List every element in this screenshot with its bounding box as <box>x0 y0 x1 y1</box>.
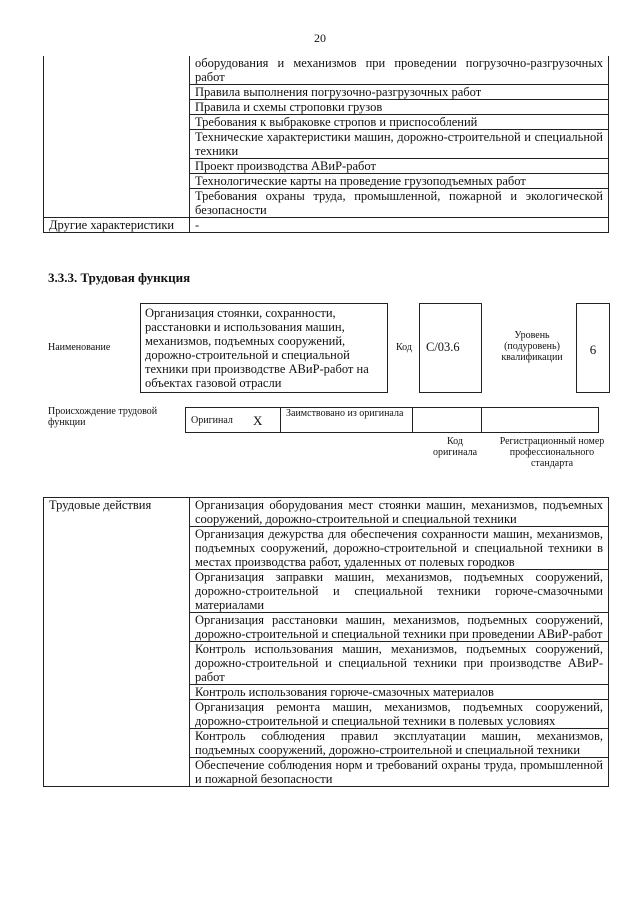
code-label: Код <box>396 342 412 353</box>
action-item: Обеспечение соблюдения норм и требований охраны труда, промышленной и пожарной безопасности <box>190 758 609 787</box>
knowledge-table <box>43 56 609 233</box>
page-number: 20 <box>314 31 326 45</box>
function-code-box: С/03.6 <box>419 303 482 393</box>
actions-table <box>43 497 609 787</box>
section-title: 3.3.3. Трудовая функция <box>48 270 191 285</box>
knowledge-item: Требования охраны труда, промышленной, пожарной и экологической безопасности <box>190 189 609 218</box>
level-label: Уровень (подуровень) квалификации <box>501 330 563 363</box>
reg-number-cell <box>482 408 599 433</box>
code-original-cell <box>413 408 482 433</box>
actions-label: Трудовые действия <box>44 498 190 787</box>
origin-label: Происхождение трудовой функции <box>48 406 158 428</box>
level-box: 6 <box>576 303 610 393</box>
other-characteristics-value: - <box>190 218 609 233</box>
knowledge-item: Правила и схемы строповки грузов <box>190 100 609 115</box>
name-label: Наименование <box>48 342 111 353</box>
action-item: Организация заправки машин, механизмов, подъемных сооружений, дорожно-строительной и специальной техники горюче-смазочными материалами <box>190 570 609 613</box>
knowledge-item: Технологические карты на проведение грузоподъемных работ <box>190 174 609 189</box>
borrowed-label: Заимствовано из оригинала <box>281 408 413 433</box>
action-item: Контроль соблюдения правил эксплуатации машин, механизмов, подъемных сооружений, дорожно-строительной и специальной техники <box>190 729 609 758</box>
knowledge-item: Проект производства АВиР-работ <box>190 159 609 174</box>
knowledge-item: Технические характеристики машин, дорожно-строительной и специальной техники <box>190 130 609 159</box>
code-original-label: Код оригинала <box>432 436 478 458</box>
original-label: Оригинал <box>186 408 249 433</box>
label-cell-empty <box>44 56 190 218</box>
action-item: Организация ремонта машин, механизмов, подъемных сооружений, дорожно-строительной и специальной техники в полевых условиях <box>190 700 609 729</box>
other-characteristics-label: Другие характеристики <box>44 218 190 233</box>
action-item: Контроль использования горюче-смазочных материалов <box>190 685 609 700</box>
original-mark: X <box>248 408 281 433</box>
knowledge-item: Требования к выбраковке стропов и приспособлений <box>190 115 609 130</box>
action-item: Организация дежурства для обеспечения сохранности машин, механизмов, подъемных сооружений, дорожно-строительной и специальной техники в местах производства работ, удаленных от полевых городков <box>190 527 609 570</box>
knowledge-item: Правила выполнения погрузочно-разгрузочных работ <box>190 85 609 100</box>
action-item: Контроль использования машин, механизмов, подъемных сооружений, дорожно-строительной и специальной техники при производстве АВиР-работ <box>190 642 609 685</box>
action-item: Организация расстановки машин, механизмов, подъемных сооружений, дорожно-строительной и специальной техники при проведении АВиР-работ <box>190 613 609 642</box>
reg-number-label: Регистрационный номер профессионального стандарта <box>499 436 605 469</box>
action-item: Организация оборудования мест стоянки машин, механизмов, подъемных сооружений, дорожно-строительной и специальной техники <box>190 498 609 527</box>
knowledge-item: оборудования и механизмов при проведении погрузочно-разгрузочных работ <box>190 56 609 85</box>
origin-table <box>185 407 599 433</box>
function-name-box: Организация стоянки, сохранности, расстановки и использования машин, механизмов, подъемных сооружений, дорожно-строительной и специальной техники при производстве АВиР-работ на объектах газовой отрасли <box>140 303 388 393</box>
